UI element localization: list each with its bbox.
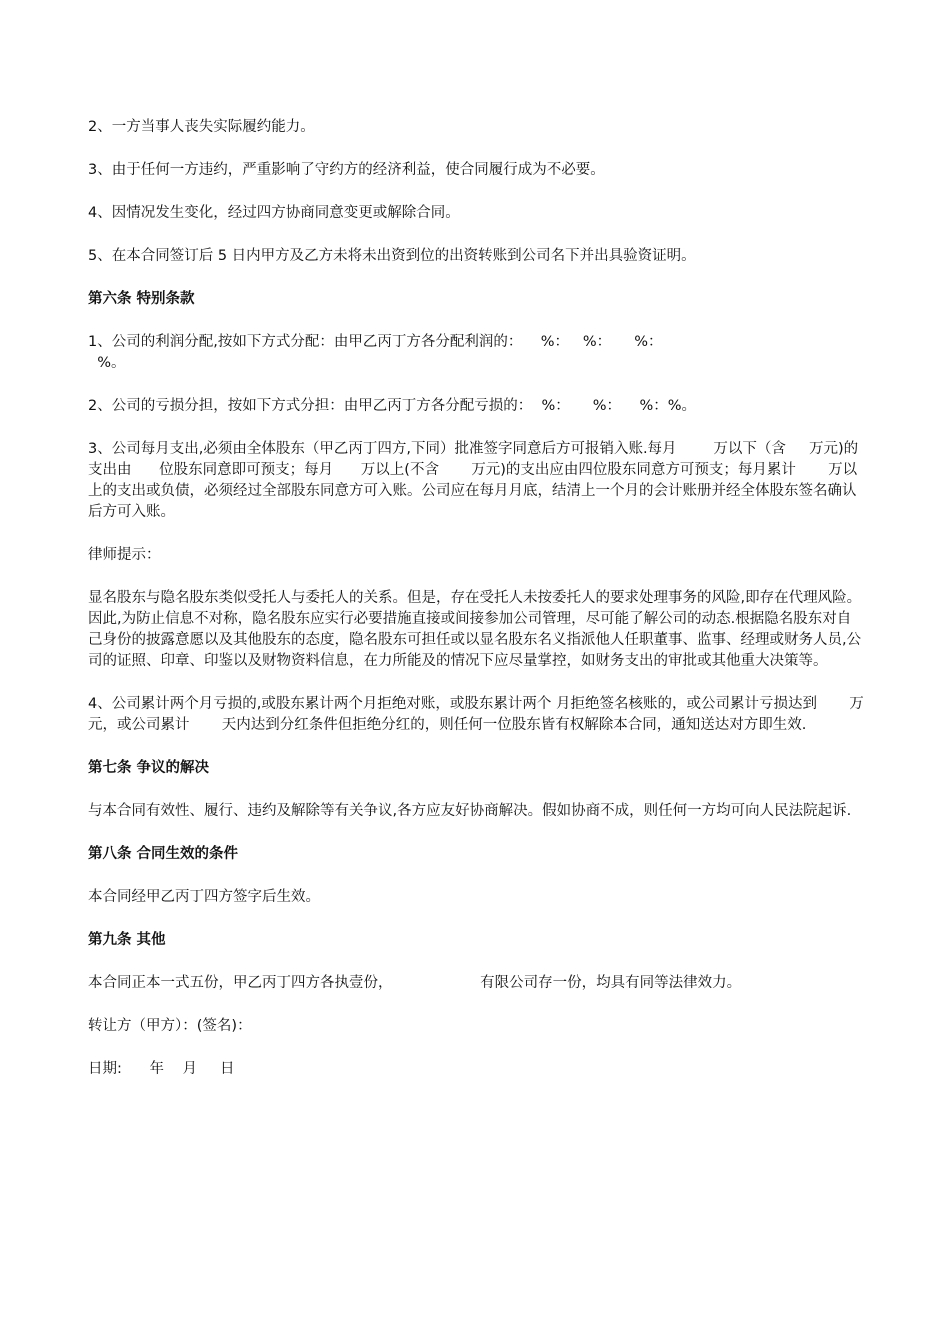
profit-distribution-clause: 1、公司的利润分配,按如下方式分配：由甲乙丙丁方各分配利润的： %： %： %： %。 [88,334,663,371]
section-heading-article-9: 第九条 其他 [88,932,166,948]
section-heading-article-6: 第六条 特别条款 [88,291,195,307]
loss-sharing-clause: 2、公司的亏损分担，按如下方式分担：由甲乙丙丁方各分配亏损的： %： %： %：%。 [88,398,697,414]
document-page [88,117,864,1102]
monthly-expenditure-clause: 3、公司每月支出,必须由全体股东（甲乙丙丁四方,下同）批准签字同意后方可报销入账.每月 万以下（含 万元)的支出由 位股东同意即可预支；每月 万以上(不含 万元)的支出应由四位股东同意方可预支；每月累计 万以上的支出或负债，必须经过全部股东同意方可入账。公司应在每月月底，结清上一个月的会计账册并经全体股东签名确认后方可入账。 [88,441,859,520]
lawyer-tip-text: 显名股东与隐名股东类似受托人与委托人的关系。但是，存在受托人未按委托人的要求处理事务的风险,即存在代理风险。因此,为防止信息不对称，隐名股东应实行必要措施直接或间接参加公司管理，尽可能了解公司的动态.根据隐名股东对自己身份的披露意愿以及其他股东的态度，隐名股东可担任或以显名股东名义指派他人任职董事、监事、经理或财务人员,公司的证照、印章、印鉴以及财物资料信息，在力所能及的情况下应尽量掌控，如财务支出的审批或其他重大决策等。 [88,590,862,669]
clause-item-4: 4、因情况发生变化，经过四方协商同意变更或解除合同。 [88,205,460,221]
transferor-signature-line: 转让方（甲方）：(签名)： [88,1018,252,1034]
lawyer-tip-label: 律师提示： [88,547,161,563]
clause-item-3: 3、由于任何一方违约，严重影响了守约方的经济利益，使合同履行成为不必要。 [88,162,605,178]
effectiveness-text: 本合同经甲乙丙丁四方签字后生效。 [88,889,320,905]
date-line: 日期: 年 月 日 [88,1061,235,1077]
section-heading-article-8: 第八条 合同生效的条件 [88,846,239,862]
clause-item-2: 2、一方当事人丧失实际履约能力。 [88,119,315,135]
dispute-resolution-text: 与本合同有效性、履行、违约及解除等有关争议,各方应友好协商解决。假如协商不成，则任何一方均可向人民法院起诉. [88,803,852,819]
clause-item-5: 5、在本合同签订后 5 日内甲方及乙方未将未出资到位的出资转账到公司名下并出具验资证明。 [88,248,696,264]
termination-clause: 4、公司累计两个月亏损的,或股东累计两个月拒绝对账，或股东累计两个 月拒绝签名核账的，或公司累计亏损达到 万元，或公司累计 天内达到分红条件但拒绝分红的，则任何一位股东皆有权解除本合同，通知送达对方即生效. [88,696,864,733]
section-heading-article-7: 第七条 争议的解决 [88,760,210,776]
copies-text: 本合同正本一式五份，甲乙丙丁四方各执壹份， 有限公司存一份，均具有同等法律效力。 [88,975,742,991]
